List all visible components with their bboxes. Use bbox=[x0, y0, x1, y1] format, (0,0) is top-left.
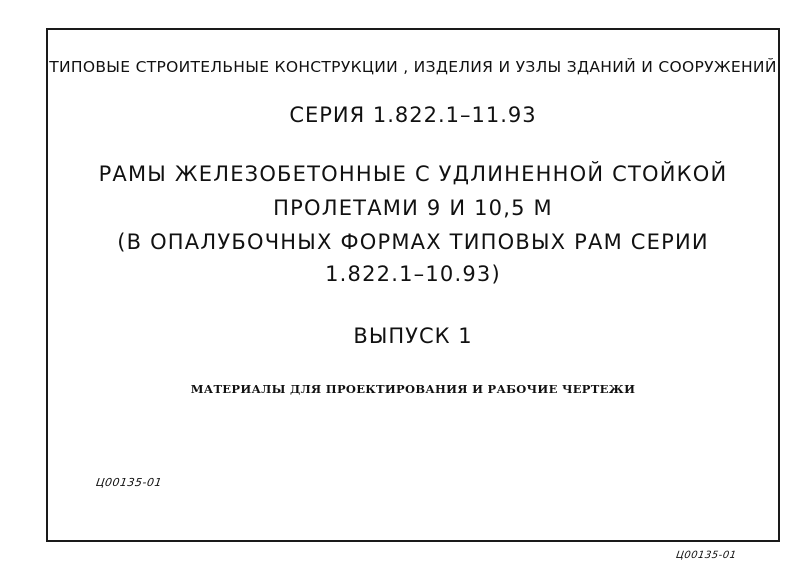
title-line-4: 1.822.1–10.93) bbox=[325, 262, 501, 286]
materials-subtitle: МАТЕРИАЛЫ ДЛЯ ПРОЕКТИРОВАНИЯ И РАБОЧИЕ ЧЕРТЕЖИ bbox=[190, 382, 636, 396]
title-line-3: (В ОПАЛУБОЧНЫХ ФОРМАХ ТИПОВЫХ РАМ СЕРИИ bbox=[117, 230, 709, 254]
title-line-2: ПРОЛЕТАМИ 9 И 10,5 М bbox=[273, 196, 553, 220]
handwritten-code-inner: Ц00135-01 bbox=[95, 476, 163, 489]
series-number: СЕРИЯ 1.822.1–11.93 bbox=[289, 103, 537, 127]
title-line-1: РАМЫ ЖЕЛЕЗОБЕТОННЫЕ С УДЛИНЕННОЙ СТОЙКОЙ bbox=[98, 162, 728, 186]
issue-label: ВЫПУСК 1 bbox=[353, 324, 473, 348]
handwritten-code-outer: Ц00135-01 bbox=[675, 550, 738, 561]
header-text: ТИПОВЫЕ СТРОИТЕЛЬНЫЕ КОНСТРУКЦИИ , ИЗДЕЛИЯ И УЗЛЫ ЗДАНИЙ И СООРУЖЕНИЙ bbox=[49, 58, 777, 76]
